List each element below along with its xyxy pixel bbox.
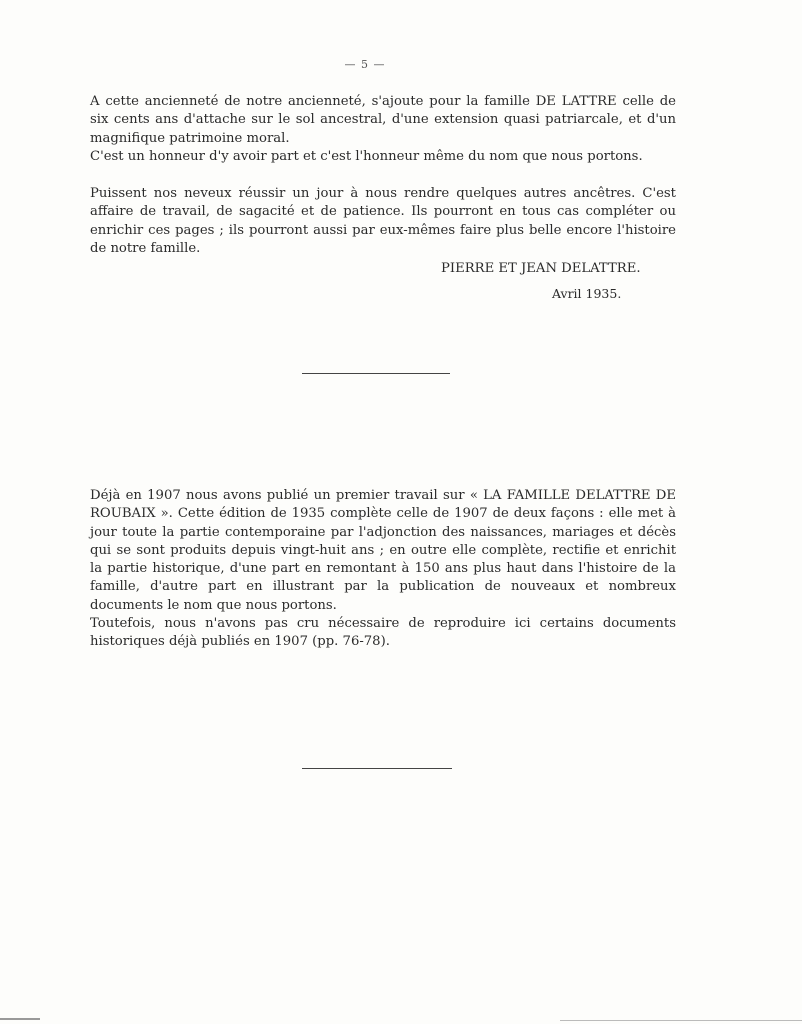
scan-edge-mark-right (560, 1020, 802, 1021)
section-divider (302, 373, 450, 374)
paragraph-edition: Déjà en 1907 nous avons publié un premier travail sur « LA FAMILLE DELATTRE DE ROUBAIX ». Cette édition de 1935 complète celle de 1907 de deux façons : elle met à jour toute la partie contemporaine par l'adjonction des naissances, mariages et décès qui se sont produits depuis vingt-huit ans ; en outre elle complète, rectifie et enrichit la partie historique, d'une part en remontant à 150 ans plus haut dans l'histoire de la famille, d'autre part en illustrant par la publication de nouveaux et nombreux documents le nom que nous portons. (90, 488, 676, 613)
paragraph-honour: C'est un honneur d'y avoir part et c'est l'honneur même du nom que nous portons. (90, 148, 643, 164)
paragraph-heritage: A cette ancienneté de notre ancienneté, s'ajoute pour la famille DE LATTRE celle de six cents ans d'attache sur le sol ancestral, d'une extension quasi patriarcale, et d'un magnifique patrimoine moral. (90, 94, 676, 146)
page-number: — 5 — (344, 58, 386, 71)
wish-paragraph (90, 185, 676, 258)
paragraph-nephews: Puissent nos neveux réussir un jour à nous rendre quelques autres ancêtres. C'est affaire de travail, de sagacité et de patience. Ils pourront en tous cas compléter ou enrichir ces pages ; ils pourront aussi par eux-mêmes faire plus belle encore l'histoire de notre famille. (90, 186, 676, 256)
edition-paragraph (90, 487, 676, 652)
paragraph-documents: Toutefois, nous n'avons pas cru nécessaire de reproduire ici certains documents historiques déjà publiés en 1907 (pp. 76-78). (90, 616, 676, 650)
section-divider-bottom (302, 768, 452, 769)
signature-date: Avril 1935. (552, 286, 622, 301)
scan-edge-mark (0, 1018, 40, 1020)
intro-paragraph-block (90, 93, 676, 166)
signature: PIERRE ET JEAN DELATTRE. (441, 261, 641, 276)
